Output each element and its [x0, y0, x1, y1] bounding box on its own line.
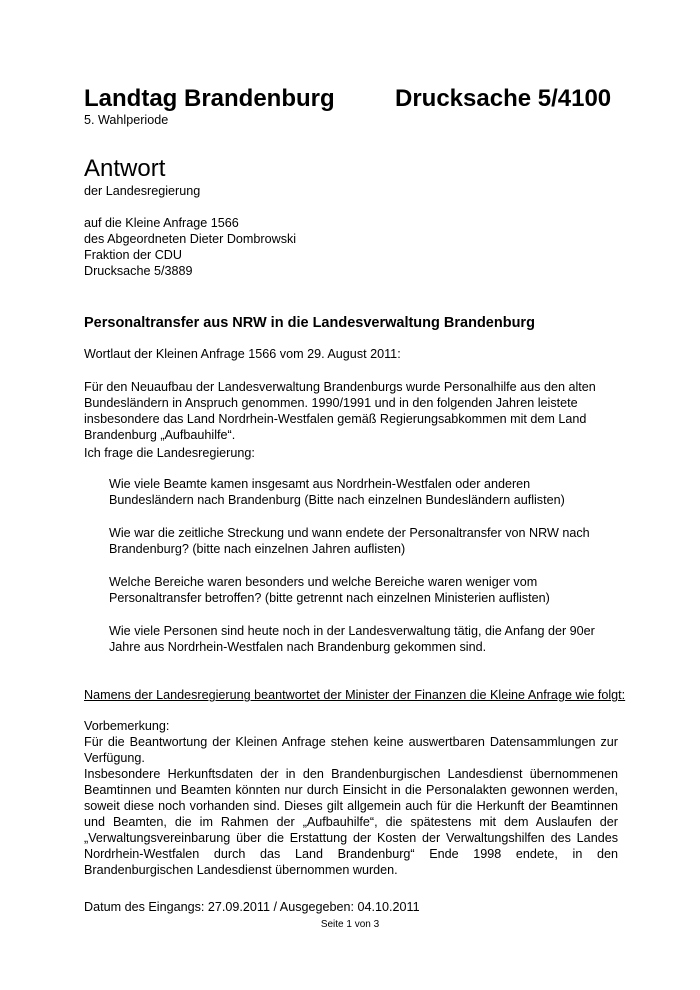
- vorbemerkung-label: Vorbemerkung:: [84, 719, 170, 733]
- header-landtag: Landtag Brandenburg: [84, 85, 335, 112]
- subject-heading: Personaltransfer aus NRW in die Landesverwaltung Brandenburg: [84, 315, 535, 331]
- vorbemerkung-paragraph-2: Insbesondere Herkunftsdaten der in den Brandenburgischen Landesdienst übernommenen Beamtinnen und Beamten könnten nur durch Einsicht in die Personalakten gewonnen werden, soweit diese noch vorhanden sind. Dieses gilt allgemein auch für die Herkunft der Beamtinnen und Beamten, die im Rahmen der „Aufbauhilfe“, die spätestens mit dem Auslaufen der „Verwaltungsvereinbarung über die Erstattung der Kosten der Verwaltungshilfen des Landes Nordrhein-Westfalen durch das Land Brandenburg“ Ende 1998 endete, in den Brandenburgischen Landesdienst übernommen wurden.: [84, 767, 618, 877]
- question-1: Wie viele Beamte kamen insgesamt aus Nordrhein-Westfalen oder anderen Bundesländern nach Brandenburg (Bitte nach einzelnen Bundesländern auflisten): [109, 477, 565, 507]
- intro-paragraph: Für den Neuaufbau der Landesverwaltung Brandenburgs wurde Personalhilfe aus den alten Bundesländern in Anspruch genommen. 1990/1991 und in den folgenden Jahren leistete insbesondere das Land Nordrhein-Westfalen gemäß Regierungsabkommen mit dem Land Brandenburg „Aufbauhilfe“.: [84, 380, 596, 442]
- anfrage-meta: [84, 215, 296, 279]
- question-3: Welche Bereiche waren besonders und welche Bereiche waren weniger vom Personaltransfer betroffen? (bitte getrennt nach einzelnen Ministerien auflisten): [109, 575, 550, 605]
- antwort-subtitle: der Landesregierung: [84, 184, 201, 198]
- vorbemerkung-text: [84, 734, 618, 878]
- meta-line: auf die Kleine Anfrage 1566: [84, 216, 239, 230]
- question-4: Wie viele Personen sind heute noch in der Landesverwaltung tätig, die Anfang der 90er Jahre aus Nordrhein-Westfalen nach Brandenburg gekommen sind.: [109, 624, 595, 654]
- datum-line: Datum des Eingangs: 27.09.2011 / Ausgegeben: 04.10.2011: [84, 900, 420, 914]
- frage-intro: Ich frage die Landesregierung:: [84, 446, 255, 460]
- antwort-title: Antwort: [84, 155, 166, 182]
- page-number: Seite 1 von 3: [320, 919, 380, 930]
- question-2: Wie war die zeitliche Streckung und wann endete der Personaltransfer von NRW nach Brandenburg? (bitte nach einzelnen Jahren auflisten): [109, 526, 590, 556]
- vorbemerkung-paragraph-1: Für die Beantwortung der Kleinen Anfrage stehen keine auswertbaren Datensammlungen zur Verfügung.: [84, 735, 618, 765]
- meta-line: des Abgeordneten Dieter Dombrowski: [84, 232, 297, 246]
- meta-line: Drucksache 5/3889: [84, 264, 193, 278]
- wortlaut-line: Wortlaut der Kleinen Anfrage 1566 vom 29. August 2011:: [84, 347, 401, 361]
- meta-line: Fraktion der CDU: [84, 248, 182, 262]
- namens-line: Namens der Landesregierung beantwortet der Minister der Finanzen die Kleine Anfrage wie folgt:: [84, 688, 626, 702]
- header-drucksache: Drucksache 5/4100: [395, 85, 612, 112]
- wahlperiode: 5. Wahlperiode: [84, 113, 169, 127]
